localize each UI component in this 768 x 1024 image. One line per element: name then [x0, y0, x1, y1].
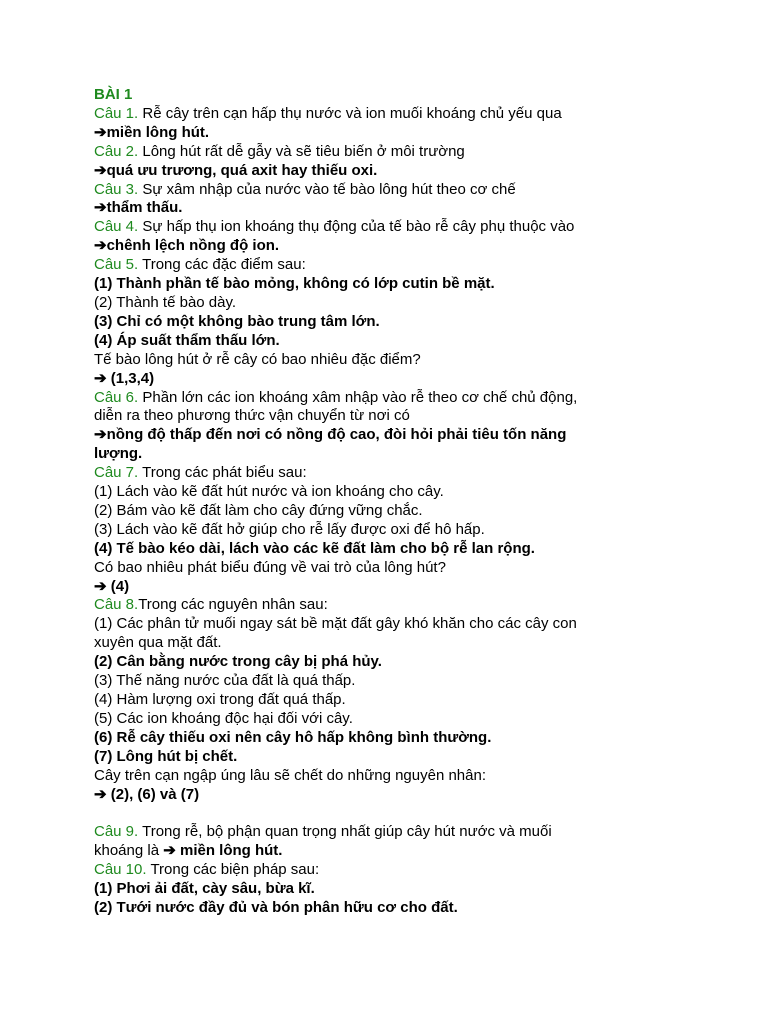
question-text: Trong các nguyên nhân sau: — [138, 596, 328, 614]
arrow-icon: ➔ — [94, 369, 107, 387]
question-label: Câu 1. — [94, 104, 139, 122]
q7-item: (2) Bám vào kẽ đất làm cho cây đứng vững chắc. — [94, 501, 423, 519]
question-text: Sự hấp thụ ion khoáng thụ động của tế bào rễ cây phụ thuộc vào — [138, 218, 575, 236]
arrow-icon: ➔ — [94, 199, 107, 217]
question-label: Câu 7. — [94, 464, 139, 482]
answer-6-cont: lượng. — [94, 445, 143, 463]
question-text: Lông hút rất dễ gẫy và sẽ tiêu biến ở môi trường — [138, 142, 465, 160]
question-label: Câu 8. — [94, 596, 139, 614]
answer-text: miền lông hút. — [106, 123, 210, 141]
question-text: khoáng là — [94, 842, 164, 860]
question-text: Phần lớn các ion khoáng xâm nhập vào rễ theo cơ chế chủ động, — [138, 388, 578, 406]
q8-item: (5) Các ion khoáng độc hại đối với cây. — [94, 709, 353, 727]
section-title: BÀI 1 — [94, 86, 133, 103]
q8-item: (6) Rễ cây thiếu oxi nên cây hô hấp không bình thường. — [94, 728, 492, 746]
question-label: Câu 6. — [94, 388, 139, 406]
arrow-icon: ➔ — [94, 785, 107, 803]
arrow-icon: ➔ — [163, 842, 176, 860]
question-7 — [94, 464, 694, 483]
arrow-icon: ➔ — [94, 123, 107, 141]
q8-item: (2) Cân bằng nước trong cây bị phá hủy. — [94, 653, 382, 671]
q8-item: (3) Thế năng nước của đất là quá thấp. — [94, 672, 356, 690]
answer-7 — [94, 578, 694, 597]
question-label: Câu 5. — [94, 256, 139, 274]
question-label: Câu 3. — [94, 180, 139, 198]
arrow-icon: ➔ — [94, 161, 107, 179]
question-text: Trong các đặc điểm sau: — [138, 256, 306, 274]
question-text: Rễ cây trên cạn hấp thụ nước và ion muối khoáng chủ yếu qua — [138, 104, 562, 122]
arrow-icon: ➔ — [94, 577, 107, 595]
question-text: Trong các phát biểu sau: — [138, 464, 307, 482]
spacer — [94, 804, 694, 823]
answer-3 — [94, 199, 694, 218]
q5-item: (3) Chỉ có một không bào trung tâm lớn. — [94, 312, 380, 330]
q7-item: (4) Tế bào kéo dài, lách vào các kẽ đất làm cho bộ rễ lan rộng. — [94, 539, 535, 557]
answer-text: thẩm thấu. — [106, 199, 183, 217]
question-text: Sự xâm nhập của nước vào tế bào lông hút theo cơ chế — [138, 180, 516, 198]
q5-question: Tế bào lông hút ở rễ cây có bao nhiêu đặc điểm? — [94, 350, 421, 368]
question-label: Câu 2. — [94, 142, 139, 160]
arrow-icon: ➔ — [94, 237, 107, 255]
answer-text: quá ưu trương, quá axit hay thiếu oxi. — [106, 161, 378, 179]
arrow-icon: ➔ — [94, 426, 107, 444]
answer-8 — [94, 786, 694, 805]
question-3 — [94, 181, 694, 200]
question-8 — [94, 596, 694, 615]
q8-item-cont: xuyên qua mặt đất. — [94, 634, 222, 652]
q8-item: (1) Các phân tử muối ngay sát bề mặt đất gây khó khăn cho các cây con — [94, 615, 577, 633]
answer-6 — [94, 426, 694, 445]
answer-5 — [94, 370, 694, 389]
q8-item: (7) Lông hút bị chết. — [94, 747, 238, 765]
question-6 — [94, 389, 694, 408]
question-label: Câu 10. — [94, 861, 147, 879]
document-body — [94, 86, 694, 918]
answer-text: (1,3,4) — [106, 369, 155, 387]
q5-item: (4) Áp suất thẩm thấu lớn. — [94, 331, 280, 349]
answer-text: (4) — [106, 577, 130, 595]
q8-question: Cây trên cạn ngập úng lâu sẽ chết do những nguyên nhân: — [94, 766, 486, 784]
question-label: Câu 9. — [94, 823, 139, 841]
answer-text: nồng độ thấp đến nơi có nồng độ cao, đòi hỏi phải tiêu tốn năng — [106, 426, 567, 444]
question-text: Trong rễ, bộ phận quan trọng nhất giúp cây hút nước và muối — [138, 823, 552, 841]
answer-2 — [94, 162, 694, 181]
question-10 — [94, 861, 694, 880]
q7-item: (1) Lách vào kẽ đất hút nước và ion khoáng cho cây. — [94, 483, 444, 501]
q10-item: (2) Tưới nước đầy đủ và bón phân hữu cơ cho đất. — [94, 898, 458, 916]
answer-4 — [94, 237, 694, 256]
question-5 — [94, 256, 694, 275]
answer-text: miền lông hút. — [175, 842, 283, 860]
question-label: Câu 4. — [94, 218, 139, 236]
answer-1 — [94, 124, 694, 143]
q5-item: (1) Thành phần tế bào mỏng, không có lớp cutin bề mặt. — [94, 275, 495, 293]
question-text: Trong các biện pháp sau: — [146, 861, 320, 879]
q10-item: (1) Phơi ải đất, cày sâu, bừa kĩ. — [94, 880, 315, 898]
q8-item: (4) Hàm lượng oxi trong đất quá thấp. — [94, 691, 346, 708]
q5-item: (2) Thành tế bào dày. — [94, 293, 237, 311]
question-2 — [94, 143, 694, 162]
question-6-cont: diễn ra theo phương thức vận chuyển từ nơi có — [94, 407, 410, 425]
question-4 — [94, 218, 694, 237]
question-9-cont — [94, 842, 694, 861]
answer-text: chênh lệch nồng độ ion. — [106, 237, 280, 255]
answer-text: (2), (6) và (7) — [106, 785, 200, 803]
q7-question: Có bao nhiêu phát biểu đúng về vai trò của lông hút? — [94, 558, 446, 576]
question-9 — [94, 823, 694, 842]
question-1 — [94, 105, 694, 124]
q7-item: (3) Lách vào kẽ đất hở giúp cho rễ lấy được oxi để hô hấp. — [94, 520, 485, 538]
